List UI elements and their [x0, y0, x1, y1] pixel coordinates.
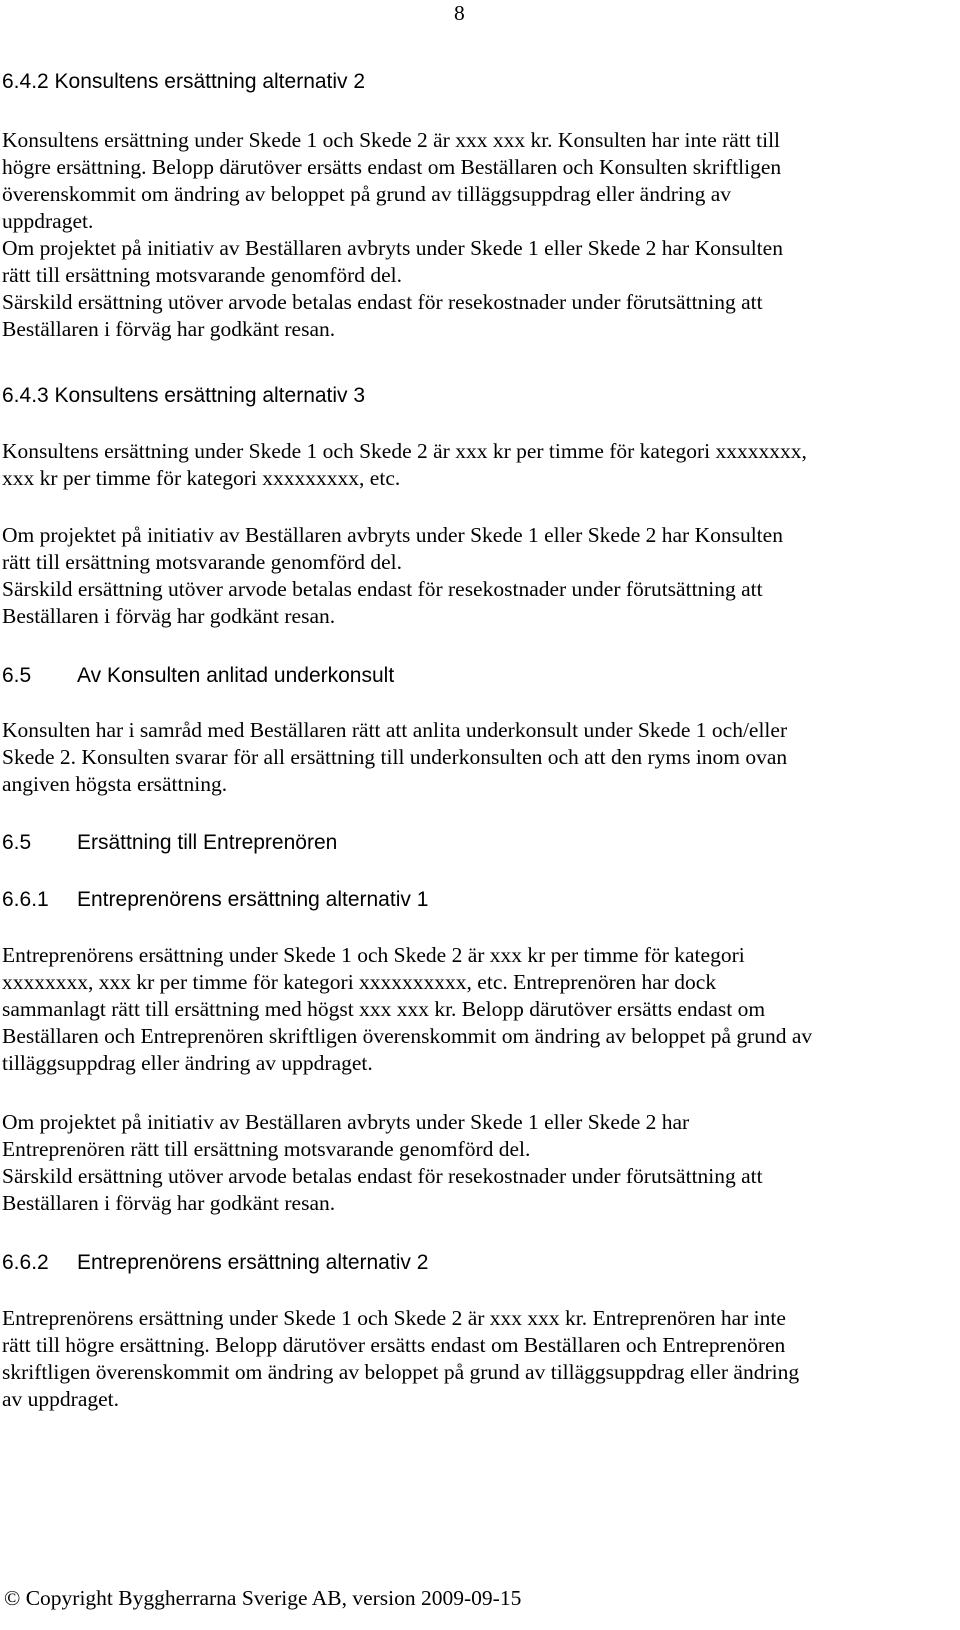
section-heading-6-6-1	[2, 886, 428, 913]
text-line: högre ersättning. Belopp därutöver ersätts endast om Beställaren och Konsulten skriftligen	[2, 155, 782, 179]
text-line: angiven högsta ersättning.	[2, 772, 228, 796]
section-number: 6.5	[2, 831, 32, 854]
section-heading-6-6-2	[2, 1249, 428, 1276]
section-number: 6.6.2	[2, 1251, 49, 1274]
paragraph	[2, 438, 807, 492]
text-line: Särskild ersättning utöver arvode betalas endast för resekostnader under förutsättning att	[2, 577, 763, 601]
text-line: xxxxxxxx, xxx kr per timme för kategori xxxxxxxxxx, etc. Entreprenören har dock	[2, 970, 717, 994]
text-line: rätt till ersättning motsvarande genomförd del.	[2, 263, 403, 287]
page-number: 8	[454, 1, 465, 25]
section-title: Ersättning till Entreprenören	[77, 831, 338, 854]
text-line: Beställaren och Entreprenören skriftligen överenskommit om ändring av beloppet på grund av	[2, 1024, 813, 1048]
text-line: Skede 2. Konsulten svarar för all ersättning till underkonsulten och att den ryms inom ovan	[2, 745, 788, 769]
text-line: tilläggsuppdrag eller ändring av uppdraget.	[2, 1051, 373, 1075]
text-line: xxx kr per timme för kategori xxxxxxxxx, etc.	[2, 466, 401, 490]
text-line: Konsultens ersättning under Skede 1 och Skede 2 är xxx kr per timme för kategori xxxxxxxx,	[2, 439, 807, 463]
text-line: Beställaren i förväg har godkänt resan.	[2, 317, 336, 341]
text-line: överenskommit om ändring av beloppet på grund av tilläggsuppdrag eller ändring av	[2, 182, 732, 206]
paragraph	[2, 717, 787, 798]
text-line: av uppdraget.	[2, 1387, 120, 1411]
section-heading-6-4-2: 6.4.2 Konsultens ersättning alternativ 2	[2, 70, 366, 93]
text-line: rätt till högre ersättning. Belopp därutöver ersätts endast om Beställaren och Entreprenören	[2, 1333, 786, 1357]
text-line: sammanlagt rätt till ersättning med högst xxx xxx kr. Belopp därutöver ersätts endast om	[2, 997, 766, 1021]
text-line: Särskild ersättning utöver arvode betalas endast för resekostnader under förutsättning att	[2, 1164, 763, 1188]
text-line: Entreprenörens ersättning under Skede 1 och Skede 2 är xxx kr per timme för kategori	[2, 943, 745, 967]
section-heading-6-5-entreprenoren	[2, 829, 337, 856]
section-number: 6.5	[2, 664, 32, 687]
section-heading-6-4-3: 6.4.3 Konsultens ersättning alternativ 3	[2, 384, 366, 407]
text-line: Om projektet på initiativ av Beställaren avbryts under Skede 1 eller Skede 2 har Konsulten	[2, 236, 783, 260]
section-title: Entreprenörens ersättning alternativ 2	[77, 1251, 429, 1274]
paragraph	[2, 127, 783, 343]
paragraph	[2, 1305, 799, 1413]
paragraph	[2, 942, 812, 1077]
text-line: Entreprenören rätt till ersättning motsvarande genomförd del.	[2, 1137, 531, 1161]
text-line: skriftligen överenskommit om ändring av beloppet på grund av tilläggsuppdrag eller ändring	[2, 1360, 800, 1384]
text-line: Beställaren i förväg har godkänt resan.	[2, 604, 336, 628]
text-line: rätt till ersättning motsvarande genomförd del.	[2, 550, 403, 574]
text-line: Entreprenörens ersättning under Skede 1 och Skede 2 är xxx xxx kr. Entreprenören har inte	[2, 1306, 786, 1330]
text-line: Särskild ersättning utöver arvode betalas endast för resekostnader under förutsättning att	[2, 290, 763, 314]
text-line: Konsulten har i samråd med Beställaren rätt att anlita underkonsult under Skede 1 och/eller	[2, 718, 788, 742]
text-line: Om projektet på initiativ av Beställaren avbryts under Skede 1 eller Skede 2 har Konsulten	[2, 523, 783, 547]
paragraph	[2, 522, 783, 630]
paragraph	[2, 1109, 763, 1217]
section-title: Av Konsulten anlitad underkonsult	[77, 664, 395, 687]
text-line: Konsultens ersättning under Skede 1 och Skede 2 är xxx xxx kr. Konsulten har inte rätt till	[2, 128, 781, 152]
footer-copyright: © Copyright Byggherrarna Sverige AB, version 2009-09-15	[4, 1586, 522, 1610]
section-heading-6-5-underkonsult	[2, 662, 394, 689]
text-line: Beställaren i förväg har godkänt resan.	[2, 1191, 336, 1215]
section-number: 6.6.1	[2, 888, 49, 911]
text-line: uppdraget.	[2, 209, 94, 233]
text-line: Om projektet på initiativ av Beställaren avbryts under Skede 1 eller Skede 2 har	[2, 1110, 690, 1134]
section-title: Entreprenörens ersättning alternativ 1	[77, 888, 429, 911]
